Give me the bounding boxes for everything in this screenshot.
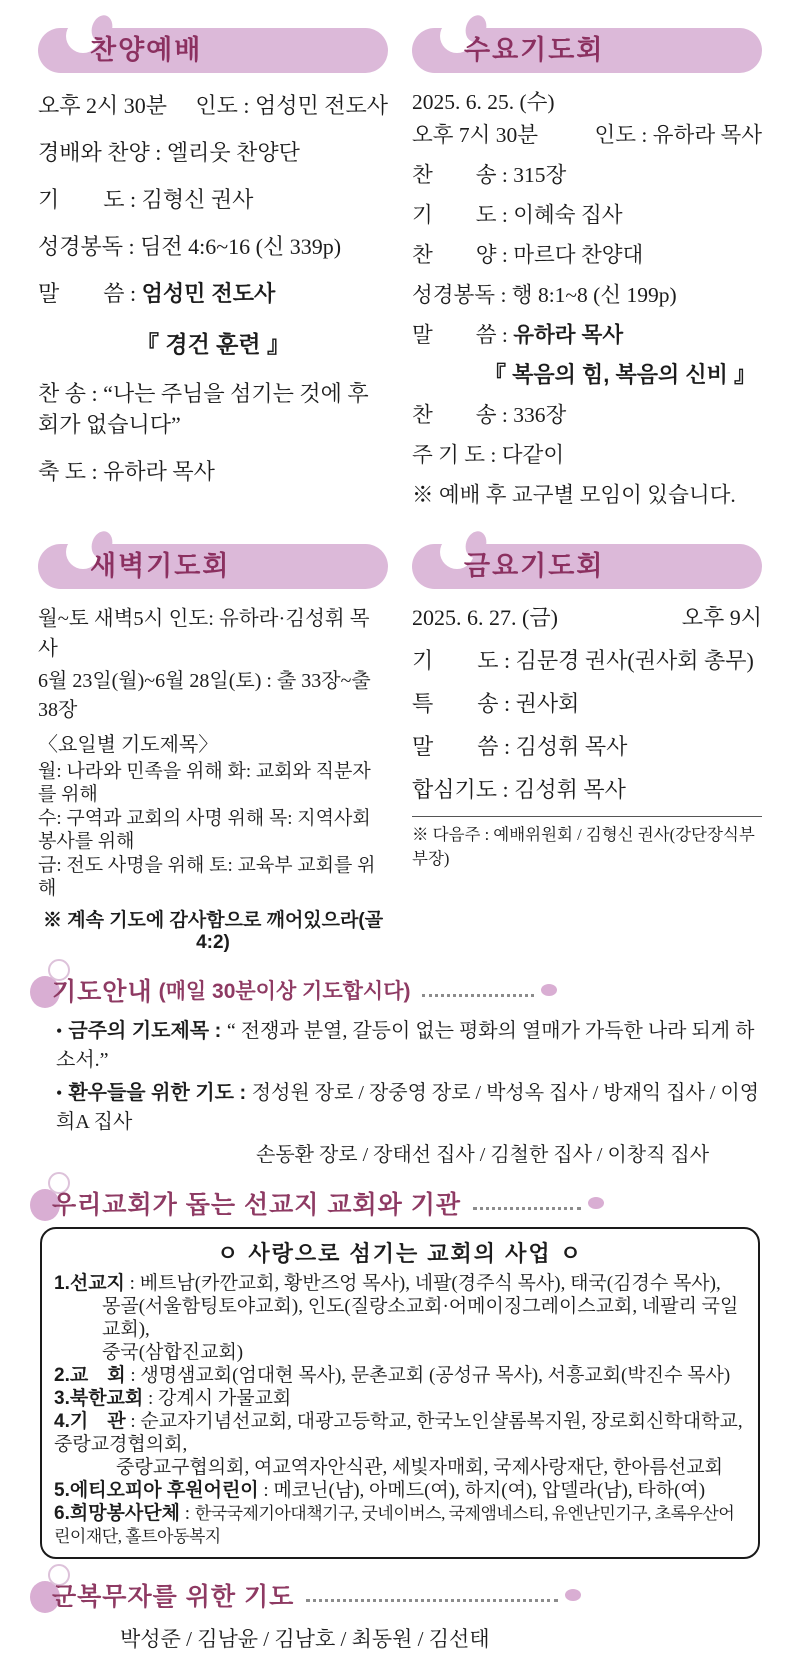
preacher-name: 엄성민 전도사 bbox=[141, 281, 276, 306]
united-prayer-line: 합심기도 : 김성휘 목사 bbox=[412, 777, 626, 802]
service-time: 오후 2시 30분 bbox=[38, 93, 168, 118]
prayer-line: 기 도 : 김형신 권사 bbox=[38, 187, 254, 212]
time-leader-row bbox=[412, 118, 762, 149]
bullet-icon: • bbox=[56, 1021, 63, 1041]
row-value: “ 전쟁과 분열, 갈등이 없는 평화의 열매가 가득한 나라 되게 하소서.” bbox=[56, 1020, 755, 1071]
missions-box bbox=[40, 1227, 760, 1559]
missions-heading bbox=[38, 1185, 762, 1221]
mission-item-hope-groups: 6.희망봉사단체 : 한국국제기아대책기구, 굿네이버스, 국제앰네스티, 유엔난민기구, 초록우산어린이재단, 홀트아동복지 bbox=[54, 1503, 735, 1546]
scripture-line: 성경봉독 : 행 8:1~8 (신 199p) bbox=[412, 283, 677, 307]
topic-wed-thu: 수: 구역과 교회의 사명 위해 목: 지역사회 봉사를 위해 bbox=[38, 808, 371, 852]
mission-item-ethiopia-children: 5.에티오피아 후원어린이 : 메코닌(남), 아메드(여), 하지(여), 압델라(남), 타하(여) bbox=[54, 1480, 706, 1501]
sick-prayer-row: • 환우들을 위한 기도 : 정성원 장로 / 장중영 장로 / 박성옥 집사 / 방재익 집사 / 이영희A 집사 bbox=[56, 1082, 760, 1133]
leader-end-dot bbox=[588, 1197, 604, 1209]
row-value: 정성원 장로 / 장중영 장로 / 박성옥 집사 / 방재익 집사 / 이영희A 집사 bbox=[56, 1082, 760, 1133]
sermon-label: 말 씀 : bbox=[38, 281, 142, 306]
choir-line: 찬 양 : 마르다 찬양대 bbox=[412, 243, 644, 267]
prayer-line: 기 도 : 이혜숙 집사 bbox=[412, 203, 623, 227]
row-label: 환우들을 위한 기도 bbox=[68, 1082, 234, 1104]
service-leader: 인도 : 엄성민 전도사 bbox=[195, 93, 388, 118]
worship-sections-grid bbox=[38, 28, 762, 954]
praise-line: 경배와 찬양 : 엘리웃 찬양단 bbox=[38, 140, 300, 165]
prayer-guide-body bbox=[38, 1014, 762, 1167]
section-wednesday-prayer bbox=[412, 28, 762, 518]
hymn-line-2: 찬 송 : 336장 bbox=[412, 403, 567, 427]
section-prayer-guide bbox=[38, 972, 762, 1167]
leader-end-dot bbox=[565, 1589, 581, 1601]
meeting-time: 오후 9시 bbox=[681, 605, 762, 630]
section-friday-prayer bbox=[412, 544, 762, 954]
mission-item-continuation: 중랑교구협의회, 여교역자안식관, 세빛자매회, 국제사랑재단, 한아름선교회 bbox=[116, 1457, 723, 1478]
lords-prayer-line: 주 기 도 : 다같이 bbox=[412, 443, 565, 467]
dotted-leader bbox=[306, 1589, 558, 1602]
meeting-date: 2025. 6. 27. (금) bbox=[412, 605, 558, 630]
mission-item-organizations: 4.기 관 : 순교자기념선교회, 대광고등학교, 한국노인샬롬복지원, 장로회신학대학교, 중랑교경협의회, 중랑교구협의회, 여교역자안식관, 세빛자매회, 국제사랑재단, 한아름선교회 bbox=[54, 1410, 746, 1479]
section-title: 수요기도회 bbox=[464, 35, 605, 65]
sermon-label: 말 씀 : bbox=[412, 323, 514, 347]
notice-line: ※ 예배 후 교구별 모임이 있습니다. bbox=[412, 483, 736, 507]
meeting-leader: 인도 : 유하라 목사 bbox=[594, 123, 762, 147]
next-week-note: ※ 다음주 : 예배위원회 / 김형신 권사(강단장식부 부장) bbox=[412, 825, 755, 868]
heading-title: 기도안내 bbox=[52, 978, 153, 1006]
sermon-line bbox=[412, 318, 762, 349]
topic-mon-tue: 월: 나라와 민족을 위해 화: 교회와 직분자를 위해 bbox=[38, 761, 371, 805]
section-missions bbox=[38, 1185, 762, 1559]
dotted-leader bbox=[473, 1197, 581, 1210]
special-song-line: 특 송 : 권사회 bbox=[412, 691, 580, 716]
sermon-line: 말 씀 : 김성휘 목사 bbox=[412, 734, 628, 759]
meeting-time: 오후 7시 30분 bbox=[412, 123, 539, 147]
sermon-title: 『 경건 훈련 』 bbox=[135, 331, 291, 357]
sermon-line bbox=[38, 277, 388, 308]
military-names-line: 박성준 / 김남윤 / 김남호 / 최동원 / 김선태 bbox=[120, 1627, 490, 1651]
weekly-prayer-topic-row: • 금주의 기도제목 : “ 전쟁과 분열, 갈등이 없는 평화의 열매가 가득한 나라 되게 하소서.” bbox=[56, 1020, 755, 1071]
heading-title: 군복무자를 위한 기도 bbox=[52, 1583, 295, 1611]
section-title: 금요기도회 bbox=[464, 551, 605, 581]
leader-end-dot bbox=[541, 984, 557, 996]
section-military-prayer bbox=[38, 1577, 762, 1653]
section-title: 찬양예배 bbox=[90, 35, 203, 65]
time-leader-row bbox=[38, 89, 388, 120]
mission-item-continuation: 몽골(서울함팅토야교회), 인도(질랑소교회·어메이징그레이스교회, 네팔리 국일교회), bbox=[102, 1296, 739, 1340]
topics-heading: 〈요일별 기도제목〉 bbox=[38, 734, 219, 756]
friday-prayer-header bbox=[412, 544, 762, 589]
bullet-icon: • bbox=[56, 1083, 63, 1103]
benediction-line: 축 도 : 유하라 목사 bbox=[38, 459, 215, 484]
divider-line bbox=[412, 816, 762, 817]
sermon-title: 『 복음의 힘, 복음의 신비 』 bbox=[484, 362, 756, 387]
section-title: 새벽기도회 bbox=[90, 551, 231, 581]
mission-item-continuation: 중국(삼합진교회) bbox=[102, 1342, 244, 1363]
dawn-prayer-header bbox=[38, 544, 388, 589]
scripture-line: 성경봉독 : 딤전 4:6~16 (신 339p) bbox=[38, 234, 342, 259]
military-prayer-heading bbox=[38, 1577, 762, 1613]
prayer-guide-heading bbox=[38, 972, 762, 1008]
date-time-row bbox=[412, 601, 762, 632]
prayer-line: 기 도 : 김문경 권사(권사회 총무) bbox=[412, 648, 754, 673]
dotted-leader bbox=[422, 984, 534, 997]
mission-item-north-korea: 3.북한교회 : 강계시 가물교회 bbox=[54, 1388, 292, 1409]
reading-line: 6월 23일(월)~6월 28일(토) : 출 33장~출 38장 bbox=[38, 670, 371, 721]
preacher-name: 유하라 목사 bbox=[513, 323, 624, 347]
mission-item-fields: 1.선교지 : 베트남(카깐교회, 황반즈엉 목사), 네팔(경주식 목사), 태국(김경수 목사), 몽골(서울함팅토야교회), 인도(질랑소교회·어메이징그레이스교회, 네팔리 국일교회), 중국(삼합진교회) bbox=[54, 1272, 746, 1364]
verse-line: ※ 계속 기도에 감사함으로 깨어있으라(골4:2) bbox=[42, 910, 384, 953]
heading-title: 우리교회가 돕는 선교지 교회와 기관 bbox=[52, 1191, 462, 1219]
row-label: 금주의 기도제목 bbox=[68, 1020, 210, 1042]
mission-item-churches: 2.교 회 : 생명샘교회(엄대현 목사), 문촌교회 (공성규 목사), 서흥교회(박진수 목사) bbox=[54, 1365, 731, 1386]
section-dawn-prayer bbox=[38, 544, 388, 954]
hymn-line: 찬 송 : “나는 주님을 섬기는 것에 후회가 없습니다” bbox=[38, 381, 369, 437]
heading-subtitle: (매일 30분이상 기도합시다) bbox=[158, 980, 411, 1003]
section-praise-worship bbox=[38, 28, 388, 518]
praise-worship-header bbox=[38, 28, 388, 73]
sick-prayer-row-continued: 손동환 장로 / 장태선 집사 / 김철한 집사 / 이창직 집사 bbox=[256, 1144, 710, 1166]
meeting-date: 2025. 6. 25. (수) bbox=[412, 90, 555, 114]
schedule-line: 월~토 새벽5시 인도: 유하라·김성휘 목사 bbox=[38, 608, 370, 660]
wednesday-prayer-header bbox=[412, 28, 762, 73]
topic-fri-sat: 금: 전도 사명을 위해 토: 교육부 교회를 위해 bbox=[38, 855, 376, 899]
hymn-line: 찬 송 : 315장 bbox=[412, 163, 567, 187]
missions-box-title: ㅇ 사랑으로 섬기는 교회의 사업 ㅇ bbox=[216, 1241, 584, 1266]
